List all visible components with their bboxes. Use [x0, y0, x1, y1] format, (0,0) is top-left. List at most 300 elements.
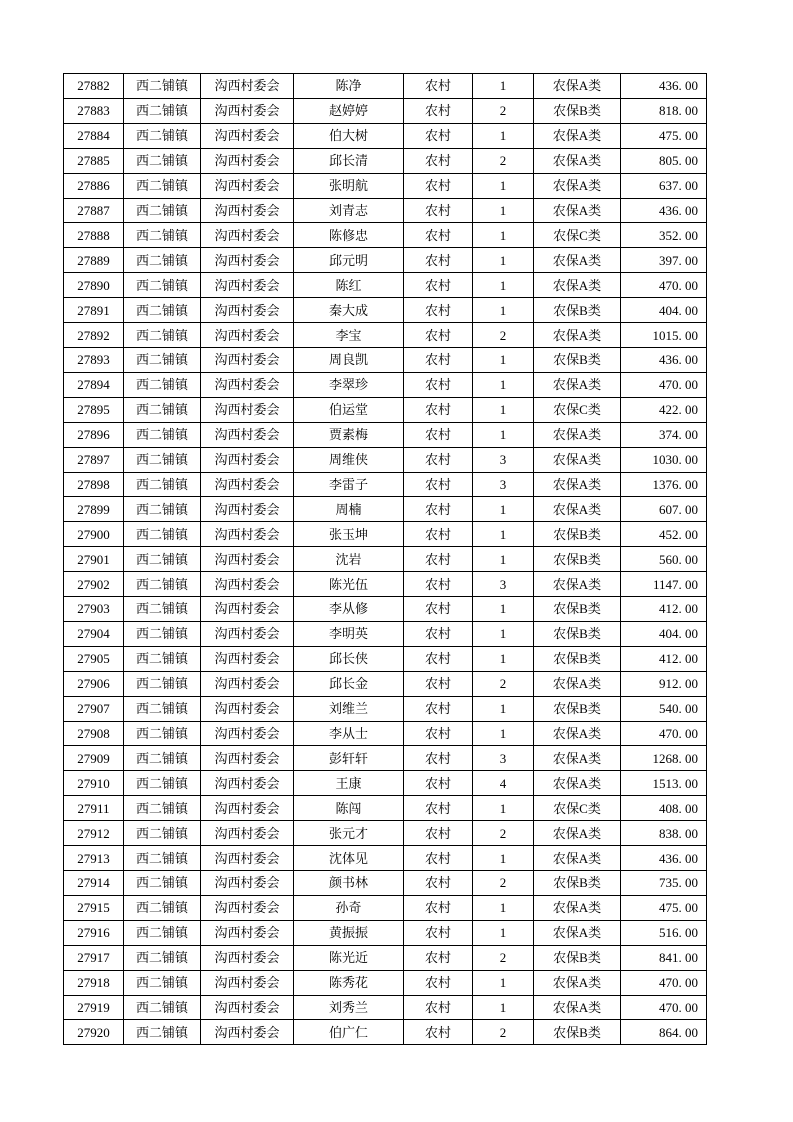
cell-town: 西二铺镇	[124, 871, 201, 896]
cell-insurance-type: 农保B类	[534, 945, 621, 970]
cell-category: 农村	[404, 746, 473, 771]
cell-amount: 412. 00	[621, 597, 707, 622]
cell-town: 西二铺镇	[124, 970, 201, 995]
cell-person-id: 27895	[64, 397, 124, 422]
cell-person-name: 陈光近	[294, 945, 404, 970]
cell-insurance-type: 农保C类	[534, 223, 621, 248]
cell-person-name: 李从修	[294, 597, 404, 622]
table-row	[64, 970, 707, 995]
cell-amount: 422. 00	[621, 397, 707, 422]
cell-person-name: 李翠珍	[294, 372, 404, 397]
cell-household-count: 1	[473, 970, 534, 995]
cell-village-committee: 沟西村委会	[201, 846, 294, 871]
cell-town: 西二铺镇	[124, 572, 201, 597]
cell-town: 西二铺镇	[124, 422, 201, 447]
cell-person-id: 27892	[64, 323, 124, 348]
cell-town: 西二铺镇	[124, 1020, 201, 1045]
cell-person-name: 贾素梅	[294, 422, 404, 447]
cell-person-name: 邱长金	[294, 671, 404, 696]
cell-person-id: 27889	[64, 248, 124, 273]
cell-person-name: 张玉坤	[294, 522, 404, 547]
cell-amount: 607. 00	[621, 497, 707, 522]
cell-town: 西二铺镇	[124, 148, 201, 173]
table-row	[64, 821, 707, 846]
cell-amount: 470. 00	[621, 721, 707, 746]
cell-category: 农村	[404, 397, 473, 422]
cell-person-name: 李从士	[294, 721, 404, 746]
cell-insurance-type: 农保A类	[534, 721, 621, 746]
table-row	[64, 671, 707, 696]
cell-town: 西二铺镇	[124, 796, 201, 821]
table-row	[64, 522, 707, 547]
cell-household-count: 4	[473, 771, 534, 796]
cell-amount: 1376. 00	[621, 472, 707, 497]
cell-person-name: 邱元明	[294, 248, 404, 273]
cell-amount: 1268. 00	[621, 746, 707, 771]
cell-person-name: 李雷子	[294, 472, 404, 497]
cell-village-committee: 沟西村委会	[201, 123, 294, 148]
cell-amount: 404. 00	[621, 621, 707, 646]
cell-household-count: 1	[473, 522, 534, 547]
cell-person-name: 周楠	[294, 497, 404, 522]
table-row	[64, 796, 707, 821]
cell-amount: 436. 00	[621, 198, 707, 223]
cell-village-committee: 沟西村委会	[201, 248, 294, 273]
cell-amount: 637. 00	[621, 173, 707, 198]
cell-person-id: 27916	[64, 920, 124, 945]
cell-village-committee: 沟西村委会	[201, 397, 294, 422]
cell-household-count: 2	[473, 323, 534, 348]
cell-household-count: 3	[473, 746, 534, 771]
cell-category: 农村	[404, 572, 473, 597]
cell-category: 农村	[404, 447, 473, 472]
cell-town: 西二铺镇	[124, 621, 201, 646]
cell-village-committee: 沟西村委会	[201, 198, 294, 223]
cell-person-id: 27900	[64, 522, 124, 547]
table-row	[64, 721, 707, 746]
table-row	[64, 173, 707, 198]
table-row	[64, 646, 707, 671]
cell-person-name: 伯大树	[294, 123, 404, 148]
cell-person-id: 27904	[64, 621, 124, 646]
cell-insurance-type: 农保A类	[534, 323, 621, 348]
cell-person-id: 27884	[64, 123, 124, 148]
table-row	[64, 945, 707, 970]
cell-person-name: 邱长清	[294, 148, 404, 173]
cell-household-count: 1	[473, 920, 534, 945]
cell-category: 农村	[404, 895, 473, 920]
table-row	[64, 223, 707, 248]
cell-category: 农村	[404, 621, 473, 646]
cell-insurance-type: 农保A类	[534, 821, 621, 846]
cell-town: 西二铺镇	[124, 846, 201, 871]
cell-amount: 408. 00	[621, 796, 707, 821]
cell-amount: 412. 00	[621, 646, 707, 671]
cell-town: 西二铺镇	[124, 123, 201, 148]
cell-village-committee: 沟西村委会	[201, 74, 294, 99]
cell-insurance-type: 农保C类	[534, 397, 621, 422]
cell-household-count: 1	[473, 547, 534, 572]
cell-amount: 436. 00	[621, 846, 707, 871]
cell-town: 西二铺镇	[124, 671, 201, 696]
cell-category: 农村	[404, 298, 473, 323]
table-row	[64, 273, 707, 298]
records-table-body	[64, 74, 707, 1045]
cell-household-count: 1	[473, 497, 534, 522]
cell-town: 西二铺镇	[124, 472, 201, 497]
cell-person-name: 周维侠	[294, 447, 404, 472]
cell-person-name: 李明英	[294, 621, 404, 646]
cell-person-name: 陈修忠	[294, 223, 404, 248]
cell-amount: 374. 00	[621, 422, 707, 447]
cell-person-name: 陈秀花	[294, 970, 404, 995]
cell-amount: 436. 00	[621, 74, 707, 99]
cell-category: 农村	[404, 198, 473, 223]
table-row	[64, 895, 707, 920]
cell-category: 农村	[404, 547, 473, 572]
cell-category: 农村	[404, 995, 473, 1020]
cell-category: 农村	[404, 771, 473, 796]
cell-household-count: 1	[473, 646, 534, 671]
cell-household-count: 1	[473, 123, 534, 148]
cell-category: 农村	[404, 970, 473, 995]
table-row	[64, 347, 707, 372]
cell-insurance-type: 农保B类	[534, 871, 621, 896]
cell-village-committee: 沟西村委会	[201, 721, 294, 746]
cell-household-count: 1	[473, 173, 534, 198]
cell-category: 农村	[404, 871, 473, 896]
cell-person-id: 27898	[64, 472, 124, 497]
cell-household-count: 1	[473, 347, 534, 372]
table-row	[64, 372, 707, 397]
cell-person-name: 赵婷婷	[294, 98, 404, 123]
cell-town: 西二铺镇	[124, 746, 201, 771]
cell-amount: 470. 00	[621, 995, 707, 1020]
cell-insurance-type: 农保A类	[534, 572, 621, 597]
cell-amount: 352. 00	[621, 223, 707, 248]
cell-category: 农村	[404, 372, 473, 397]
cell-amount: 1513. 00	[621, 771, 707, 796]
cell-household-count: 2	[473, 148, 534, 173]
cell-town: 西二铺镇	[124, 821, 201, 846]
cell-person-id: 27908	[64, 721, 124, 746]
cell-category: 农村	[404, 846, 473, 871]
cell-insurance-type: 农保B类	[534, 597, 621, 622]
cell-insurance-type: 农保B类	[534, 646, 621, 671]
cell-category: 农村	[404, 74, 473, 99]
cell-person-name: 王康	[294, 771, 404, 796]
cell-village-committee: 沟西村委会	[201, 646, 294, 671]
cell-person-name: 刘秀兰	[294, 995, 404, 1020]
cell-category: 农村	[404, 796, 473, 821]
table-row	[64, 995, 707, 1020]
cell-amount: 404. 00	[621, 298, 707, 323]
cell-household-count: 3	[473, 472, 534, 497]
cell-insurance-type: 农保B类	[534, 98, 621, 123]
table-row	[64, 497, 707, 522]
cell-person-name: 陈闯	[294, 796, 404, 821]
cell-town: 西二铺镇	[124, 497, 201, 522]
cell-person-id: 27896	[64, 422, 124, 447]
cell-town: 西二铺镇	[124, 173, 201, 198]
cell-village-committee: 沟西村委会	[201, 323, 294, 348]
cell-insurance-type: 农保B类	[534, 547, 621, 572]
cell-household-count: 1	[473, 397, 534, 422]
cell-amount: 1147. 00	[621, 572, 707, 597]
cell-amount: 1015. 00	[621, 323, 707, 348]
cell-person-id: 27913	[64, 846, 124, 871]
cell-person-id: 27905	[64, 646, 124, 671]
cell-person-id: 27886	[64, 173, 124, 198]
cell-amount: 540. 00	[621, 696, 707, 721]
cell-insurance-type: 农保A类	[534, 472, 621, 497]
cell-village-committee: 沟西村委会	[201, 970, 294, 995]
cell-category: 农村	[404, 646, 473, 671]
table-row	[64, 547, 707, 572]
cell-household-count: 2	[473, 671, 534, 696]
cell-village-committee: 沟西村委会	[201, 497, 294, 522]
cell-household-count: 2	[473, 945, 534, 970]
cell-insurance-type: 农保A类	[534, 771, 621, 796]
table-row	[64, 1020, 707, 1045]
cell-category: 农村	[404, 148, 473, 173]
cell-insurance-type: 农保A类	[534, 895, 621, 920]
cell-person-id: 27888	[64, 223, 124, 248]
table-row	[64, 871, 707, 896]
cell-village-committee: 沟西村委会	[201, 621, 294, 646]
cell-insurance-type: 农保B类	[534, 696, 621, 721]
table-row	[64, 472, 707, 497]
cell-insurance-type: 农保A类	[534, 846, 621, 871]
cell-person-id: 27902	[64, 572, 124, 597]
cell-insurance-type: 农保A类	[534, 970, 621, 995]
cell-person-id: 27901	[64, 547, 124, 572]
cell-village-committee: 沟西村委会	[201, 871, 294, 896]
table-row	[64, 148, 707, 173]
cell-household-count: 1	[473, 422, 534, 447]
cell-town: 西二铺镇	[124, 771, 201, 796]
cell-category: 农村	[404, 223, 473, 248]
cell-insurance-type: 农保A类	[534, 173, 621, 198]
cell-village-committee: 沟西村委会	[201, 298, 294, 323]
cell-insurance-type: 农保A类	[534, 273, 621, 298]
table-row	[64, 920, 707, 945]
cell-household-count: 2	[473, 871, 534, 896]
cell-category: 农村	[404, 273, 473, 298]
cell-person-name: 陈红	[294, 273, 404, 298]
cell-person-id: 27897	[64, 447, 124, 472]
cell-village-committee: 沟西村委会	[201, 98, 294, 123]
cell-household-count: 1	[473, 995, 534, 1020]
cell-insurance-type: 农保C类	[534, 796, 621, 821]
cell-village-committee: 沟西村委会	[201, 995, 294, 1020]
cell-category: 农村	[404, 248, 473, 273]
cell-village-committee: 沟西村委会	[201, 597, 294, 622]
cell-town: 西二铺镇	[124, 721, 201, 746]
cell-person-id: 27920	[64, 1020, 124, 1045]
cell-village-committee: 沟西村委会	[201, 347, 294, 372]
cell-insurance-type: 农保A类	[534, 995, 621, 1020]
cell-insurance-type: 农保A类	[534, 422, 621, 447]
cell-person-name: 张明航	[294, 173, 404, 198]
cell-town: 西二铺镇	[124, 895, 201, 920]
cell-category: 农村	[404, 522, 473, 547]
cell-household-count: 3	[473, 572, 534, 597]
cell-person-id: 27909	[64, 746, 124, 771]
cell-amount: 516. 00	[621, 920, 707, 945]
cell-village-committee: 沟西村委会	[201, 223, 294, 248]
cell-person-name: 李宝	[294, 323, 404, 348]
cell-category: 农村	[404, 920, 473, 945]
cell-person-name: 彭轩轩	[294, 746, 404, 771]
table-row	[64, 123, 707, 148]
cell-amount: 470. 00	[621, 372, 707, 397]
cell-household-count: 1	[473, 696, 534, 721]
cell-village-committee: 沟西村委会	[201, 372, 294, 397]
cell-town: 西二铺镇	[124, 397, 201, 422]
table-row	[64, 397, 707, 422]
cell-category: 农村	[404, 721, 473, 746]
cell-village-committee: 沟西村委会	[201, 522, 294, 547]
cell-village-committee: 沟西村委会	[201, 746, 294, 771]
cell-village-committee: 沟西村委会	[201, 273, 294, 298]
cell-person-id: 27917	[64, 945, 124, 970]
cell-person-id: 27915	[64, 895, 124, 920]
cell-person-id: 27885	[64, 148, 124, 173]
cell-town: 西二铺镇	[124, 298, 201, 323]
cell-town: 西二铺镇	[124, 945, 201, 970]
cell-person-id: 27899	[64, 497, 124, 522]
cell-category: 农村	[404, 173, 473, 198]
cell-household-count: 1	[473, 621, 534, 646]
cell-person-id: 27919	[64, 995, 124, 1020]
cell-category: 农村	[404, 1020, 473, 1045]
cell-amount: 805. 00	[621, 148, 707, 173]
table-row	[64, 98, 707, 123]
cell-person-name: 颜书林	[294, 871, 404, 896]
cell-town: 西二铺镇	[124, 223, 201, 248]
cell-town: 西二铺镇	[124, 74, 201, 99]
cell-town: 西二铺镇	[124, 547, 201, 572]
cell-person-name: 陈光伍	[294, 572, 404, 597]
cell-person-id: 27883	[64, 98, 124, 123]
cell-town: 西二铺镇	[124, 198, 201, 223]
table-row	[64, 846, 707, 871]
cell-person-name: 伯运堂	[294, 397, 404, 422]
cell-town: 西二铺镇	[124, 347, 201, 372]
cell-town: 西二铺镇	[124, 323, 201, 348]
cell-amount: 452. 00	[621, 522, 707, 547]
cell-insurance-type: 农保A类	[534, 74, 621, 99]
cell-insurance-type: 农保A类	[534, 447, 621, 472]
cell-person-id: 27914	[64, 871, 124, 896]
records-table	[63, 73, 707, 1045]
table-row	[64, 298, 707, 323]
cell-town: 西二铺镇	[124, 447, 201, 472]
cell-person-id: 27912	[64, 821, 124, 846]
cell-town: 西二铺镇	[124, 696, 201, 721]
cell-household-count: 2	[473, 1020, 534, 1045]
table-row	[64, 74, 707, 99]
cell-person-name: 孙奇	[294, 895, 404, 920]
cell-amount: 470. 00	[621, 273, 707, 298]
cell-village-committee: 沟西村委会	[201, 796, 294, 821]
cell-amount: 397. 00	[621, 248, 707, 273]
cell-amount: 560. 00	[621, 547, 707, 572]
cell-village-committee: 沟西村委会	[201, 447, 294, 472]
cell-household-count: 2	[473, 821, 534, 846]
cell-village-committee: 沟西村委会	[201, 472, 294, 497]
cell-person-id: 27893	[64, 347, 124, 372]
cell-town: 西二铺镇	[124, 248, 201, 273]
cell-amount: 470. 00	[621, 970, 707, 995]
cell-town: 西二铺镇	[124, 995, 201, 1020]
cell-person-id: 27907	[64, 696, 124, 721]
cell-village-committee: 沟西村委会	[201, 173, 294, 198]
cell-household-count: 1	[473, 298, 534, 323]
cell-category: 农村	[404, 123, 473, 148]
cell-insurance-type: 农保A类	[534, 123, 621, 148]
cell-person-id: 27906	[64, 671, 124, 696]
table-row	[64, 597, 707, 622]
cell-insurance-type: 农保A类	[534, 746, 621, 771]
cell-insurance-type: 农保B类	[534, 347, 621, 372]
cell-town: 西二铺镇	[124, 646, 201, 671]
cell-person-id: 27882	[64, 74, 124, 99]
table-row	[64, 422, 707, 447]
cell-category: 农村	[404, 821, 473, 846]
cell-amount: 436. 00	[621, 347, 707, 372]
cell-insurance-type: 农保A类	[534, 372, 621, 397]
cell-person-id: 27903	[64, 597, 124, 622]
cell-amount: 735. 00	[621, 871, 707, 896]
cell-village-committee: 沟西村委会	[201, 148, 294, 173]
cell-amount: 818. 00	[621, 98, 707, 123]
cell-insurance-type: 农保A类	[534, 920, 621, 945]
cell-insurance-type: 农保B类	[534, 621, 621, 646]
cell-household-count: 3	[473, 447, 534, 472]
cell-insurance-type: 农保B类	[534, 1020, 621, 1045]
cell-category: 农村	[404, 422, 473, 447]
cell-household-count: 1	[473, 846, 534, 871]
cell-village-committee: 沟西村委会	[201, 422, 294, 447]
cell-person-name: 邱长侠	[294, 646, 404, 671]
cell-household-count: 1	[473, 597, 534, 622]
cell-household-count: 1	[473, 372, 534, 397]
cell-insurance-type: 农保A类	[534, 671, 621, 696]
table-row	[64, 447, 707, 472]
cell-amount: 838. 00	[621, 821, 707, 846]
cell-household-count: 1	[473, 721, 534, 746]
table-row	[64, 771, 707, 796]
cell-person-name: 秦大成	[294, 298, 404, 323]
cell-insurance-type: 农保A类	[534, 198, 621, 223]
cell-amount: 912. 00	[621, 671, 707, 696]
cell-amount: 864. 00	[621, 1020, 707, 1045]
cell-category: 农村	[404, 945, 473, 970]
cell-household-count: 1	[473, 248, 534, 273]
cell-insurance-type: 农保A类	[534, 148, 621, 173]
cell-household-count: 2	[473, 98, 534, 123]
cell-household-count: 1	[473, 74, 534, 99]
cell-amount: 1030. 00	[621, 447, 707, 472]
cell-village-committee: 沟西村委会	[201, 696, 294, 721]
cell-person-name: 陈净	[294, 74, 404, 99]
cell-person-name: 刘青志	[294, 198, 404, 223]
cell-amount: 841. 00	[621, 945, 707, 970]
cell-person-id: 27911	[64, 796, 124, 821]
cell-amount: 475. 00	[621, 123, 707, 148]
